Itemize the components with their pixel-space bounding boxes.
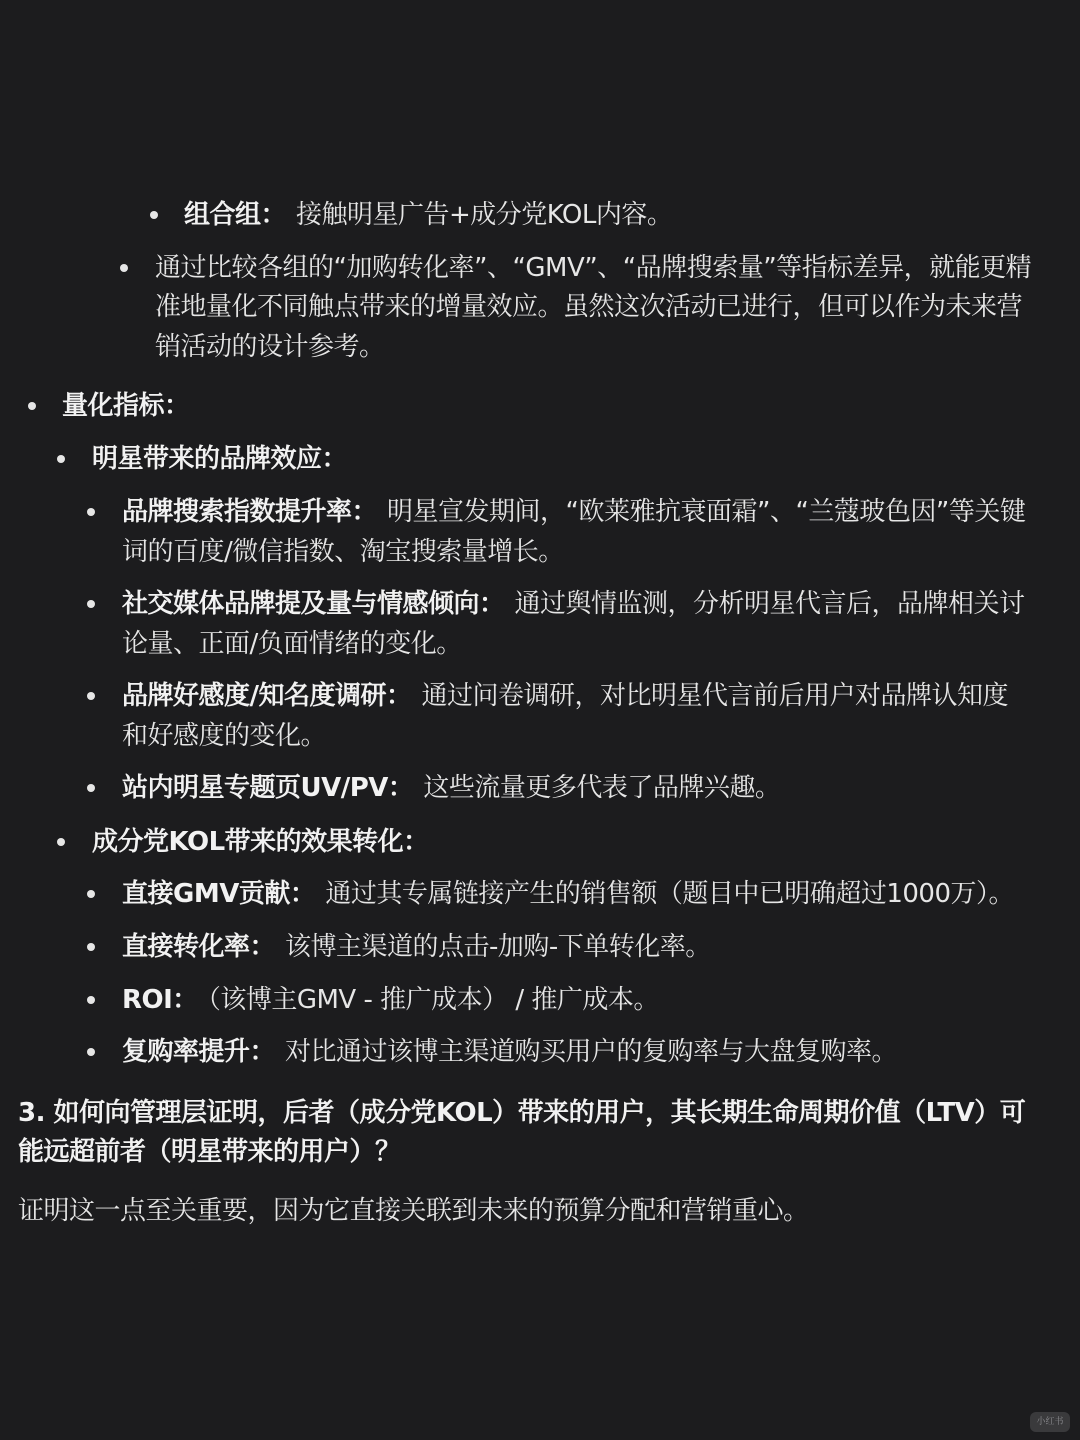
- bullet: [57, 455, 65, 463]
- bullet: [87, 784, 95, 792]
- bullet: [87, 943, 95, 951]
- bullet: [120, 264, 128, 272]
- bullet: [87, 508, 95, 516]
- bullet: [87, 996, 95, 1004]
- question-heading-line: 能远超前者（明星带来的用户）？: [18, 1137, 401, 1167]
- paragraph-line: 准地量化不同触点带来的增量效应。虽然这次活动已进行，但可以作为未来营: [155, 292, 1023, 322]
- item-text: 通过问卷调研，对比明星代言前后用户对品牌认知度: [421, 681, 1009, 711]
- item-label: 复购率提升：: [122, 1037, 276, 1067]
- conclusion-paragraph: 证明这一点至关重要，因为它直接关联到未来的预算分配和营销重心。: [18, 1196, 809, 1226]
- bullet: [28, 402, 36, 410]
- bullet: [57, 838, 65, 846]
- item-label: 组合组：: [184, 200, 287, 230]
- list-item: [122, 676, 1008, 716]
- list-item: [122, 492, 1025, 532]
- item-text: 接触明星广告+成分党KOL内容。: [296, 200, 673, 230]
- item-text: 通过其专属链接产生的销售额（题目中已明确超过1000万）。: [325, 879, 1015, 909]
- list-item: [122, 980, 659, 1020]
- item-text: 通过舆情监测，分析明星代言后，品牌相关讨: [514, 589, 1025, 619]
- bullet: [87, 890, 95, 898]
- item-label: 社交媒体品牌提及量与情感倾向：: [122, 589, 505, 619]
- watermark-logo: 小红书: [1030, 1412, 1070, 1432]
- item-text: （该博主GMV - 推广成本） / 推广成本。: [207, 985, 659, 1015]
- item-text: 明星宣发期间，“欧莱雅抗衰面霜”、“兰蔻玻色因”等关键: [387, 497, 1026, 527]
- list-item: [122, 584, 1025, 624]
- list-item-continuation: 词的百度/微信指数、淘宝搜索量增长。: [122, 537, 564, 567]
- paragraph-line: 通过比较各组的“加购转化率”、“GMV”、“品牌搜索量”等指标差异，就能更精: [155, 253, 1032, 283]
- subsection-heading: 明星带来的品牌效应：: [92, 444, 348, 474]
- subsection-heading: 成分党KOL带来的效果转化：: [92, 827, 429, 857]
- list-item-continuation: 论量、正面/负面情绪的变化。: [122, 629, 462, 659]
- paragraph-line: 销活动的设计参考。: [155, 332, 385, 362]
- item-label: 直接GMV贡献：: [122, 879, 316, 909]
- question-heading-line: 3. 如何向管理层证明，后者（成分党KOL）带来的用户，其长期生命周期价值（LTV）可: [18, 1098, 1026, 1128]
- item-label: 直接转化率：: [122, 932, 276, 962]
- list-item: [122, 1032, 897, 1072]
- item-label: 品牌好感度/知名度调研：: [122, 681, 412, 711]
- list-item: [122, 874, 1014, 914]
- list-item: [122, 927, 711, 967]
- list-item: [184, 195, 672, 235]
- item-text: 这些流量更多代表了品牌兴趣。: [423, 773, 781, 803]
- section-heading: 量化指标：: [62, 391, 190, 421]
- item-label: ROI：: [122, 985, 198, 1015]
- item-text: 该博主渠道的点击-加购-下单转化率。: [285, 932, 711, 962]
- bullet: [87, 1048, 95, 1056]
- bullet: [87, 600, 95, 608]
- bullet: [87, 692, 95, 700]
- item-label: 品牌搜索指数提升率：: [122, 497, 378, 527]
- item-label: 站内明星专题页UV/PV：: [122, 773, 414, 803]
- bullet: [150, 211, 158, 219]
- list-item: [122, 768, 780, 808]
- list-item-continuation: 和好感度的变化。: [122, 721, 327, 751]
- item-text: 对比通过该博主渠道购买用户的复购率与大盘复购率。: [285, 1037, 898, 1067]
